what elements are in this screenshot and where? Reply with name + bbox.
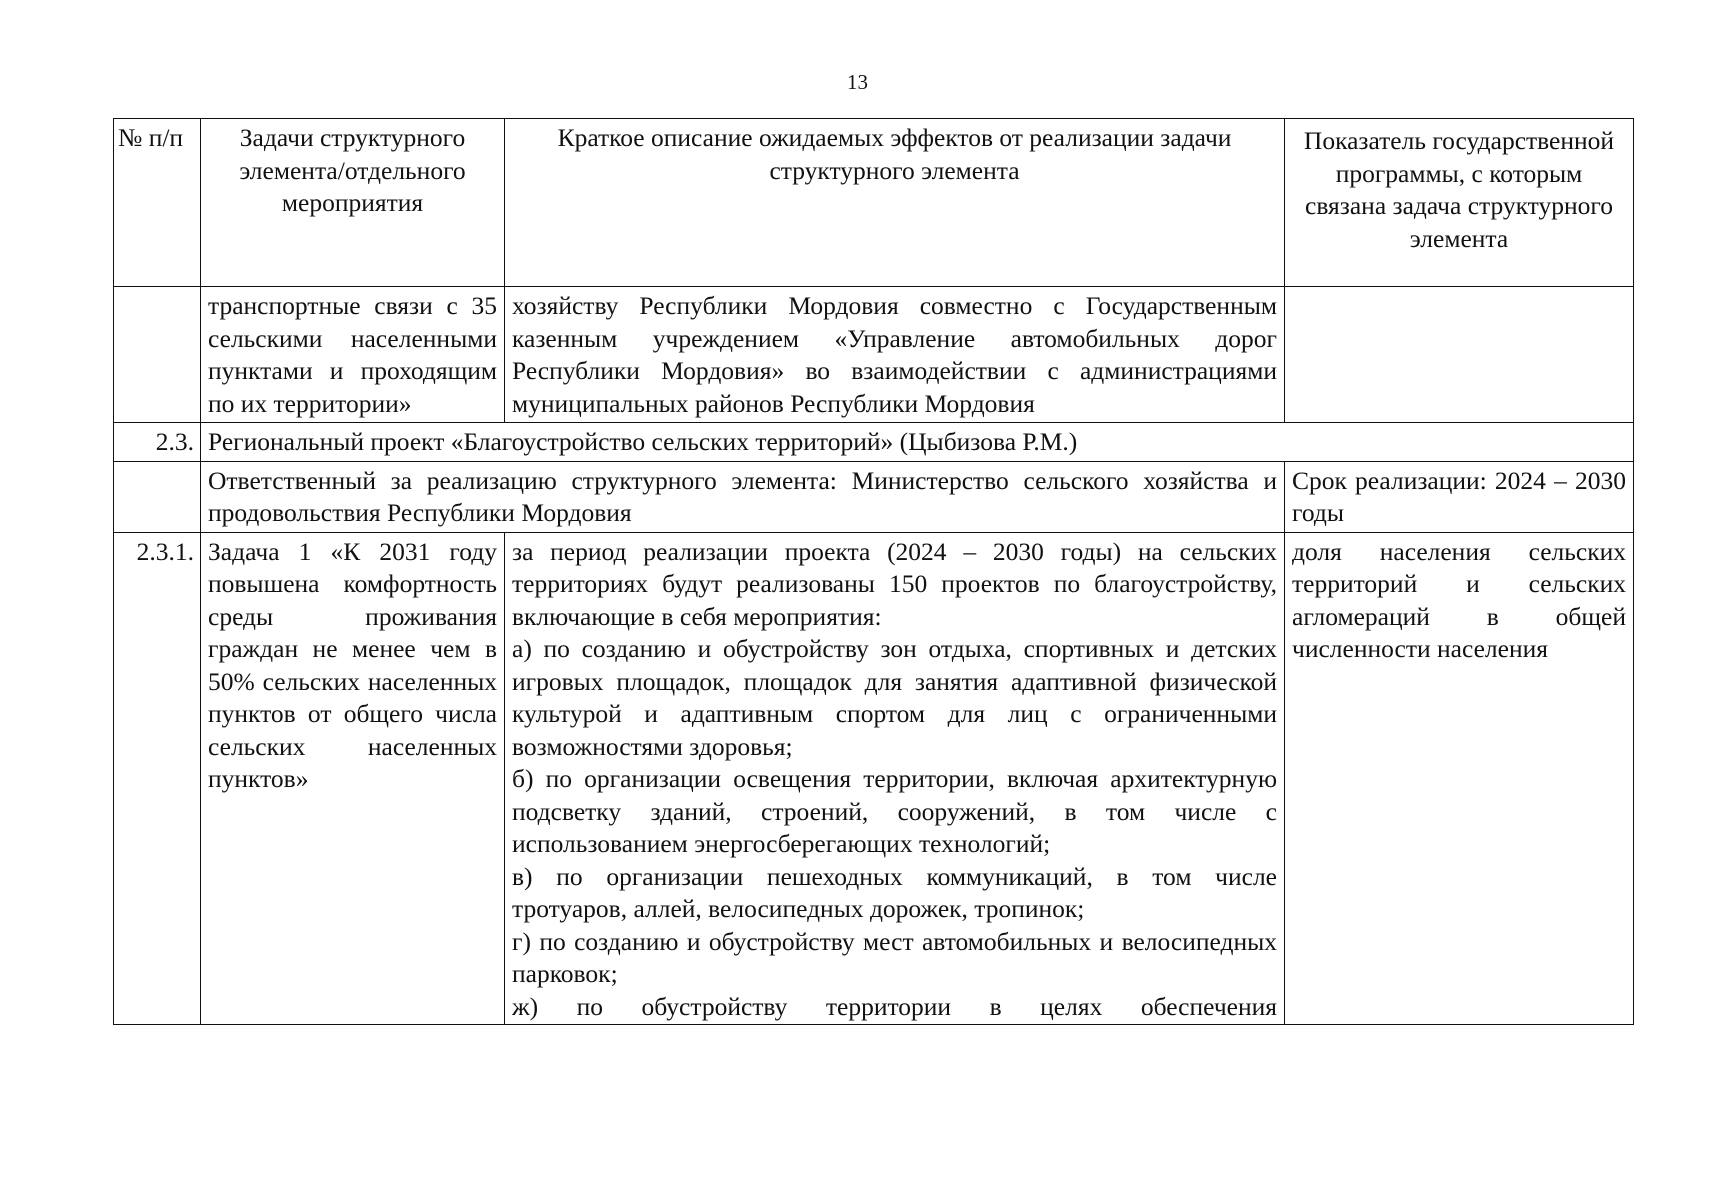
table-row-responsible [114, 461, 1634, 532]
effect-item-a: а) по созданию и обустройству зон отдыха, спортивных и детских игровых площадок, площадок для занятия адаптивной физической культурой и адаптивным спортом для лиц с ограниченными возможностями здоровья; [512, 634, 1277, 761]
cell-num [114, 287, 201, 423]
effect-item-b: б) по организации освещения территории, включая архитектурную подсветку зданий, строений, сооружений, в том числе с использованием энергосберегающих технологий; [512, 764, 1277, 858]
cell-indicator: доля населения сельских территорий и сельских агломераций в общей численности населения [1285, 532, 1634, 1024]
cell-indicator [1285, 287, 1634, 423]
cell-effect: хозяйству Республики Мордовия совместно с Государственным казенным учреждением «Управление автомобильных дорог Республики Мордовия» во взаимодействии с администрациями муниципальных районов Республики Мордовия [505, 287, 1285, 423]
table-row-continuation [114, 287, 1634, 423]
cell-task: транспортные связи с 35 сельскими населенными пунктами и проходящим по их территории» [201, 287, 505, 423]
header-tasks: Задачи структурного элемента/отдельного мероприятия [201, 119, 505, 287]
cell-num: 2.3.1. [114, 532, 201, 1024]
cell-num [114, 461, 201, 532]
header-effects: Краткое описание ожидаемых эффектов от реализации задачи структурного элемента [505, 119, 1285, 287]
effect-item-v: в) по организации пешеходных коммуникаций, в том числе тротуаров, аллей, велосипедных дорожек, тропинок; [512, 861, 1277, 923]
effect-item-g: г) по созданию и обустройству мест автомобильных и велосипедных парковок; [512, 926, 1277, 988]
effect-intro: за период реализации проекта (2024 – 2030 годы) на сельских территориях будут реализованы 150 проектов по благоустройству, включающие в себя мероприятия: [512, 536, 1277, 631]
header-indicator: Показатель государственной программы, с которым связана задача структурного элемента [1285, 119, 1634, 287]
table-row-project [114, 423, 1634, 462]
cell-task: Задача 1 «К 2031 году повышена комфортность среды проживания граждан не менее чем в 50% сельских населенных пунктов от общего числа сельских населенных пунктов» [201, 532, 505, 1024]
document-table [113, 118, 1634, 1025]
cell-num: 2.3. [114, 423, 201, 462]
table-header-row [114, 119, 1634, 287]
page-number: 13 [847, 70, 868, 94]
cell-effect [505, 532, 1285, 1024]
cell-project-title: Региональный проект «Благоустройство сельских территорий» (Цыбизова Р.М.) [201, 423, 1634, 462]
header-num: № п/п [114, 119, 201, 287]
table-row-task [114, 532, 1634, 1024]
cell-responsible: Ответственный за реализацию структурного элемента: Министерство сельского хозяйства и продовольствия Республики Мордовия [201, 461, 1285, 532]
cell-term: Срок реализации: 2024 – 2030 годы [1285, 461, 1634, 532]
effect-item-zh: ж) по обустройству территории в целях обеспечения [512, 991, 1277, 1021]
